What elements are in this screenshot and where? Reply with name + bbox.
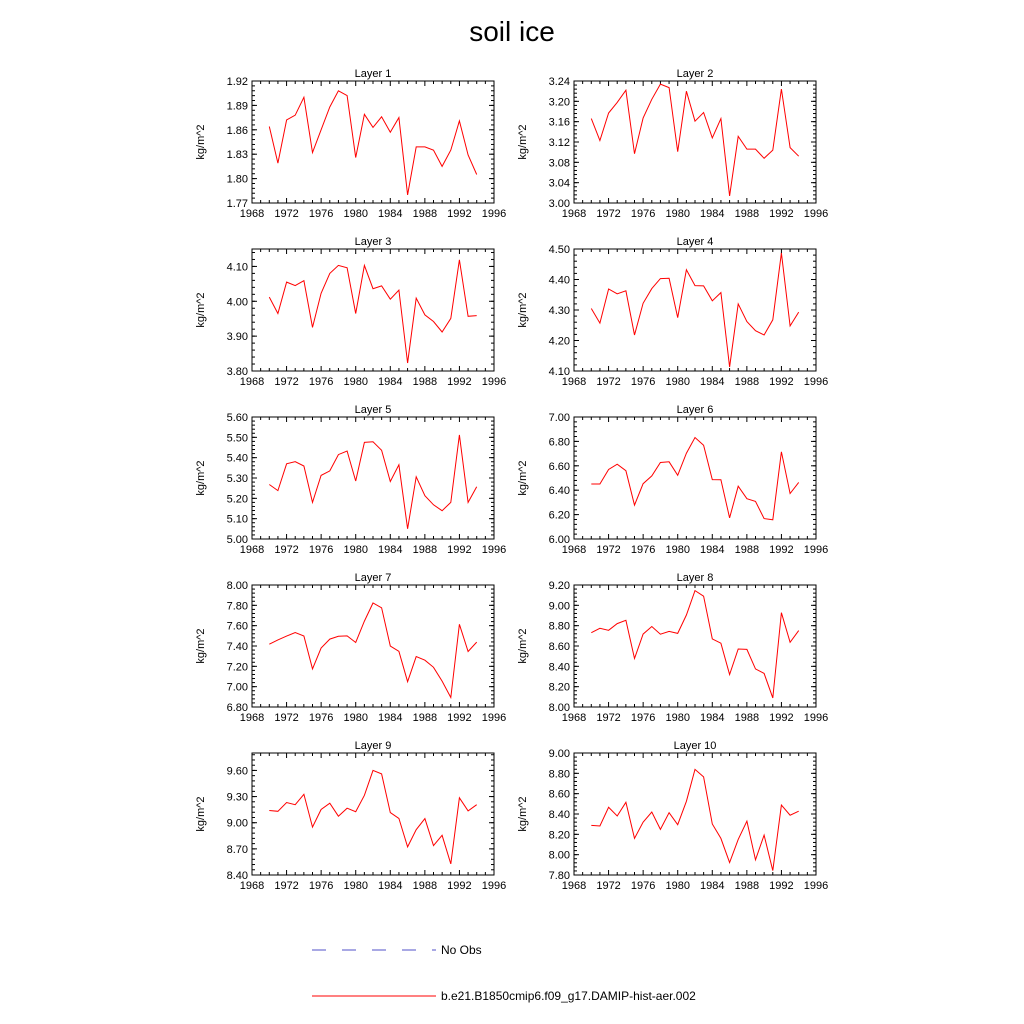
x-tick-label: 1972 (596, 712, 621, 724)
y-tick-label: 8.20 (548, 681, 570, 694)
x-tick-label: 1976 (308, 208, 334, 220)
y-tick-label: 6.40 (548, 485, 570, 498)
x-tick-label: 1996 (803, 208, 829, 220)
x-tick-label: 1992 (447, 712, 472, 724)
x-tick-label: 1996 (803, 880, 829, 892)
y-tick-label: 9.00 (548, 748, 570, 760)
x-tick-label: 1984 (700, 712, 725, 724)
y-tick-label: 1.83 (226, 149, 248, 162)
x-tick-label: 1984 (378, 712, 403, 724)
y-tick-label: 3.04 (548, 177, 570, 190)
y-axis-label: kg/m^2 (195, 460, 207, 496)
x-tick-label: 1972 (596, 208, 621, 220)
x-tick-label: 1972 (274, 544, 299, 556)
plot-frame (252, 81, 494, 203)
x-tick-label: 1988 (412, 712, 438, 724)
x-tick-label: 1972 (596, 880, 621, 892)
y-tick-label: 8.60 (548, 788, 570, 801)
x-tick-label: 1968 (561, 712, 587, 724)
chart-layer-8 (517, 572, 828, 724)
x-tick-label: 1976 (308, 544, 334, 556)
x-tick-label: 1968 (561, 208, 587, 220)
y-tick-label: 4.10 (548, 366, 570, 378)
x-tick-label: 1980 (343, 376, 368, 388)
series-line (591, 84, 798, 196)
y-tick-label: 3.16 (548, 116, 570, 129)
x-tick-label: 1980 (665, 376, 690, 388)
subplot-title: Layer 7 (354, 572, 392, 584)
y-tick-label: 1.77 (226, 198, 248, 210)
x-tick-label: 1988 (412, 376, 438, 388)
chart-layer-3 (195, 236, 506, 388)
chart-layer-4 (517, 236, 828, 388)
x-tick-label: 1988 (412, 880, 438, 892)
x-tick-label: 1996 (803, 376, 829, 388)
x-tick-label: 1996 (481, 880, 507, 892)
series-line (591, 438, 798, 520)
x-tick-label: 1988 (734, 712, 760, 724)
x-tick-label: 1996 (481, 376, 507, 388)
series-line (591, 253, 798, 367)
y-tick-label: 3.20 (548, 96, 570, 109)
x-tick-label: 1976 (630, 712, 656, 724)
y-tick-label: 7.80 (226, 600, 248, 613)
x-tick-label: 1996 (481, 712, 507, 724)
x-tick-label: 1976 (630, 208, 656, 220)
y-tick-label: 8.80 (548, 768, 570, 781)
chart-layer-5 (195, 404, 506, 556)
y-tick-label: 1.92 (226, 76, 248, 88)
x-tick-label: 1972 (274, 712, 299, 724)
series-line (269, 770, 476, 864)
y-tick-label: 4.30 (548, 305, 570, 317)
y-tick-label: 5.30 (226, 473, 248, 485)
y-tick-label: 5.00 (226, 534, 248, 546)
x-tick-label: 1988 (412, 208, 438, 220)
series-line (269, 260, 476, 363)
y-axis-label: kg/m^2 (195, 796, 207, 832)
y-tick-label: 8.40 (548, 661, 570, 674)
y-tick-label: 3.12 (548, 137, 570, 149)
y-axis-label: kg/m^2 (517, 628, 529, 664)
y-tick-label: 4.50 (548, 244, 570, 256)
y-tick-label: 9.60 (226, 765, 248, 778)
y-tick-label: 4.10 (226, 261, 248, 274)
x-tick-label: 1980 (665, 712, 690, 724)
x-tick-label: 1976 (308, 712, 334, 724)
x-tick-label: 1992 (447, 880, 472, 892)
y-tick-label: 3.80 (226, 366, 248, 378)
y-tick-label: 9.30 (226, 791, 248, 804)
y-axis-label: kg/m^2 (195, 628, 207, 664)
y-tick-label: 3.08 (548, 157, 570, 170)
subplot-title: Layer 5 (354, 404, 392, 416)
x-tick-label: 1984 (378, 208, 403, 220)
x-tick-label: 1984 (378, 880, 403, 892)
chart-layer-2 (517, 68, 828, 220)
x-tick-label: 1984 (378, 376, 403, 388)
y-tick-label: 6.80 (548, 436, 570, 449)
y-tick-label: 5.10 (226, 513, 248, 526)
x-tick-label: 1988 (734, 880, 760, 892)
x-tick-label: 1988 (412, 544, 438, 556)
y-tick-label: 5.40 (226, 452, 248, 465)
plot-frame (574, 417, 816, 539)
y-tick-label: 9.20 (548, 580, 570, 592)
x-tick-label: 1968 (239, 880, 265, 892)
x-tick-label: 1968 (561, 376, 587, 388)
x-tick-label: 1992 (769, 376, 794, 388)
x-tick-label: 1984 (700, 544, 725, 556)
x-tick-label: 1988 (734, 208, 760, 220)
y-axis-label: kg/m^2 (195, 292, 207, 328)
x-tick-label: 1980 (343, 880, 368, 892)
legend-obs-label: No Obs (441, 943, 482, 957)
x-tick-label: 1996 (803, 712, 829, 724)
x-tick-label: 1996 (481, 208, 507, 220)
x-tick-label: 1996 (481, 544, 507, 556)
y-tick-label: 8.00 (548, 849, 570, 862)
x-tick-label: 1968 (239, 544, 265, 556)
y-tick-label: 7.60 (226, 620, 248, 633)
y-tick-label: 8.40 (226, 870, 248, 882)
y-axis-label: kg/m^2 (195, 124, 207, 160)
x-tick-label: 1984 (700, 208, 725, 220)
y-tick-label: 4.00 (226, 296, 248, 309)
y-tick-label: 9.00 (548, 600, 570, 613)
y-tick-label: 7.80 (548, 870, 570, 882)
y-axis-label: kg/m^2 (517, 796, 529, 832)
x-tick-label: 1972 (274, 376, 299, 388)
y-tick-label: 8.40 (548, 809, 570, 821)
x-tick-label: 1980 (343, 544, 368, 556)
y-tick-label: 1.80 (226, 173, 248, 186)
x-tick-label: 1992 (447, 376, 472, 388)
x-tick-label: 1972 (274, 880, 299, 892)
y-tick-label: 7.20 (226, 661, 248, 674)
chart-layer-7 (195, 572, 506, 724)
plot-frame (252, 417, 494, 539)
x-tick-label: 1992 (769, 712, 794, 724)
series-line (269, 91, 476, 195)
y-tick-label: 8.20 (548, 829, 570, 842)
y-tick-label: 8.60 (548, 641, 570, 653)
subplot-title: Layer 2 (676, 68, 714, 80)
y-tick-label: 8.00 (548, 702, 570, 714)
y-tick-label: 7.40 (226, 641, 248, 653)
x-tick-label: 1968 (239, 376, 265, 388)
y-tick-label: 1.86 (226, 124, 248, 137)
subplot-title: Layer 3 (354, 236, 392, 248)
y-axis-label: kg/m^2 (517, 124, 529, 160)
subplot-title: Layer 6 (676, 404, 714, 416)
y-tick-label: 4.20 (548, 335, 570, 348)
x-tick-label: 1980 (343, 208, 368, 220)
x-tick-label: 1980 (665, 880, 690, 892)
y-tick-label: 8.70 (226, 843, 248, 856)
x-tick-label: 1980 (343, 712, 368, 724)
y-tick-label: 7.00 (226, 681, 248, 694)
x-tick-label: 1976 (308, 880, 334, 892)
y-tick-label: 6.60 (548, 460, 570, 473)
x-tick-label: 1992 (447, 544, 472, 556)
y-tick-label: 8.00 (226, 580, 248, 592)
y-tick-label: 9.00 (226, 817, 248, 830)
y-axis-label: kg/m^2 (517, 292, 529, 328)
x-tick-label: 1992 (769, 880, 794, 892)
chart-layer-10 (517, 740, 828, 892)
x-tick-label: 1984 (700, 880, 725, 892)
x-tick-label: 1992 (769, 544, 794, 556)
x-tick-label: 1972 (596, 544, 621, 556)
x-tick-label: 1980 (665, 208, 690, 220)
x-tick-label: 1988 (734, 376, 760, 388)
x-tick-label: 1976 (630, 376, 656, 388)
y-tick-label: 3.90 (226, 331, 248, 344)
subplot-title: Layer 9 (354, 740, 392, 752)
x-tick-label: 1984 (700, 376, 725, 388)
chart-layer-1 (195, 68, 506, 220)
y-tick-label: 6.20 (548, 509, 570, 522)
series-line (591, 591, 798, 698)
subplot-title: Layer 8 (676, 572, 714, 584)
y-tick-label: 1.89 (226, 100, 248, 113)
y-axis-label: kg/m^2 (517, 460, 529, 496)
x-tick-label: 1976 (630, 880, 656, 892)
x-tick-label: 1968 (561, 880, 587, 892)
y-tick-label: 5.20 (226, 493, 248, 506)
x-tick-label: 1992 (447, 208, 472, 220)
x-tick-label: 1988 (734, 544, 760, 556)
x-tick-label: 1976 (630, 544, 656, 556)
series-line (269, 435, 476, 529)
x-tick-label: 1968 (561, 544, 587, 556)
chart-layer-9 (195, 740, 506, 892)
x-tick-label: 1980 (665, 544, 690, 556)
y-tick-label: 4.40 (548, 274, 570, 287)
legend-model-label: b.e21.B1850cmip6.f09_g17.DAMIP-hist-aer.002 (441, 989, 696, 1003)
subplot-title: Layer 1 (354, 68, 392, 80)
y-tick-label: 5.50 (226, 432, 248, 445)
y-tick-label: 8.80 (548, 620, 570, 633)
series-line (591, 769, 798, 870)
x-tick-label: 1976 (308, 376, 334, 388)
y-tick-label: 6.80 (226, 702, 248, 714)
x-tick-label: 1968 (239, 208, 265, 220)
y-tick-label: 5.60 (226, 412, 248, 424)
x-tick-label: 1972 (596, 376, 621, 388)
y-tick-label: 7.00 (548, 412, 570, 424)
subplot-title: Layer 10 (673, 740, 717, 752)
plot-frame (252, 249, 494, 371)
page-title: soil ice (469, 16, 555, 47)
x-tick-label: 1968 (239, 712, 265, 724)
chart-layer-6 (517, 404, 828, 556)
x-tick-label: 1996 (803, 544, 829, 556)
subplot-title: Layer 4 (676, 236, 714, 248)
y-tick-label: 3.00 (548, 198, 570, 210)
y-tick-label: 6.00 (548, 534, 570, 546)
y-tick-label: 3.24 (548, 76, 570, 88)
x-tick-label: 1972 (274, 208, 299, 220)
x-tick-label: 1984 (378, 544, 403, 556)
plot-frame (574, 585, 816, 707)
x-tick-label: 1992 (769, 208, 794, 220)
series-line (269, 603, 476, 698)
